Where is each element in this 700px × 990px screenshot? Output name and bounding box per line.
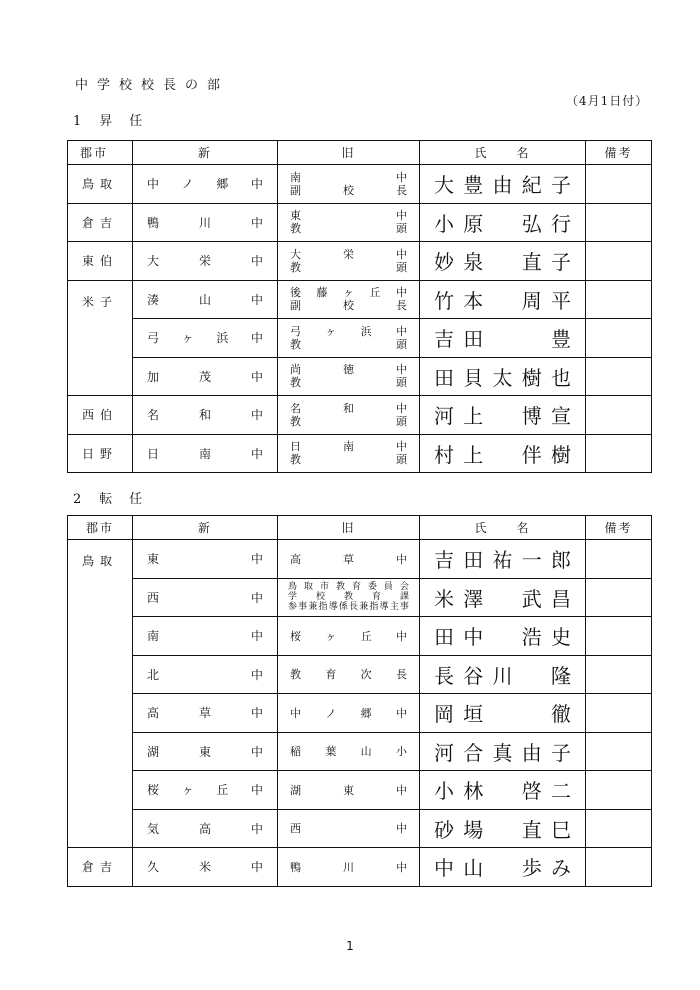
cell-old-position: 大 栄 中 教 頭	[278, 242, 420, 281]
cell-note	[586, 732, 652, 771]
cell-old-position: 後 藤 ヶ 丘 中 副 校 長	[278, 280, 420, 319]
header-note: 備考	[586, 516, 652, 540]
effective-date: （4月1日付）	[566, 94, 649, 108]
cell-person-name: 岡 垣 徹	[420, 694, 586, 733]
document-title: 中学校校長の部	[75, 78, 230, 93]
cell-old-position: 中 ノ 郷 中	[278, 694, 420, 733]
header-new: 新	[133, 516, 278, 540]
section-label: 昇 任	[99, 114, 145, 129]
cell-old-position: 湖 東 中	[278, 771, 420, 810]
cell-new-school: 弓 ヶ 浜 中	[133, 319, 278, 358]
cell-note	[586, 578, 652, 617]
cell-person-name: 河 合 真 由 子	[420, 732, 586, 771]
cell-new-school: 湊 山 中	[133, 280, 278, 319]
cell-gun: 日野	[68, 434, 133, 473]
cell-new-school: 鴨 川 中	[133, 203, 278, 242]
table-row	[68, 319, 652, 358]
table-row	[68, 242, 652, 281]
cell-old-position: 西 中	[278, 809, 420, 848]
cell-old-position: 鳥 取 市 教 育 委 員 会 学 校 教 育 課 参 事 兼 指 導 係 長 兼 指 導 主 事	[278, 578, 420, 617]
cell-person-name: 小 原 弘 行	[420, 203, 586, 242]
table-row	[68, 694, 652, 733]
cell-new-school: 中 ノ 郷 中	[133, 165, 278, 204]
header-new: 新	[133, 141, 278, 165]
table-row	[68, 732, 652, 771]
transfer-table	[67, 515, 652, 887]
cell-old-position: 桜 ヶ 丘 中	[278, 617, 420, 656]
cell-gun: 鳥取	[68, 540, 133, 848]
cell-note	[586, 396, 652, 435]
cell-note	[586, 434, 652, 473]
cell-new-school: 北 中	[133, 655, 278, 694]
cell-person-name: 田 貝 太 樹 也	[420, 357, 586, 396]
cell-new-school: 加 茂 中	[133, 357, 278, 396]
cell-old-position: 教 育 次 長	[278, 655, 420, 694]
cell-old-position: 東 中 教 頭	[278, 203, 420, 242]
table-row	[68, 165, 652, 204]
header-name: 氏 名	[420, 141, 586, 165]
cell-gun: 米子	[68, 280, 133, 396]
cell-person-name: 竹 本 周 平	[420, 280, 586, 319]
cell-person-name: 田 中 浩 史	[420, 617, 586, 656]
cell-note	[586, 540, 652, 579]
table-header-row	[68, 516, 652, 540]
cell-person-name: 中 山 歩 み	[420, 848, 586, 887]
table-row	[68, 396, 652, 435]
cell-note	[586, 809, 652, 848]
cell-old-position: 南 中 副 校 長	[278, 165, 420, 204]
table-row	[68, 617, 652, 656]
cell-note	[586, 242, 652, 281]
cell-new-school: 久 米 中	[133, 848, 278, 887]
cell-person-name: 小 林 啓 二	[420, 771, 586, 810]
cell-person-name: 吉 田 祐 一 郎	[420, 540, 586, 579]
cell-gun: 倉吉	[68, 848, 133, 887]
cell-new-school: 桜 ヶ 丘 中	[133, 771, 278, 810]
table-row	[68, 280, 652, 319]
section-heading-promotion	[73, 110, 160, 129]
cell-person-name: 妙 泉 直 子	[420, 242, 586, 281]
cell-note	[586, 771, 652, 810]
header-note: 備考	[586, 141, 652, 165]
cell-new-school: 高 草 中	[133, 694, 278, 733]
cell-person-name: 吉 田 豊	[420, 319, 586, 358]
cell-note	[586, 848, 652, 887]
cell-gun: 倉吉	[68, 203, 133, 242]
cell-gun: 東伯	[68, 242, 133, 281]
section-label: 転 任	[99, 492, 145, 507]
cell-note	[586, 357, 652, 396]
cell-note	[586, 319, 652, 358]
cell-gun: 西伯	[68, 396, 133, 435]
cell-old-position: 高 草 中	[278, 540, 420, 579]
cell-new-school: 大 栄 中	[133, 242, 278, 281]
cell-new-school: 日 南 中	[133, 434, 278, 473]
cell-person-name: 米 澤 武 昌	[420, 578, 586, 617]
table-row	[68, 578, 652, 617]
cell-note	[586, 655, 652, 694]
table-row	[68, 809, 652, 848]
table-row	[68, 771, 652, 810]
cell-note	[586, 203, 652, 242]
table-header-row	[68, 141, 652, 165]
section-number: 1	[73, 114, 84, 129]
cell-new-school: 西 中	[133, 578, 278, 617]
cell-old-position: 尚 徳 中 教 頭	[278, 357, 420, 396]
header-old: 旧	[278, 516, 420, 540]
header-old: 旧	[278, 141, 420, 165]
cell-note	[586, 280, 652, 319]
cell-note	[586, 165, 652, 204]
table-row	[68, 357, 652, 396]
cell-new-school: 気 高 中	[133, 809, 278, 848]
header-gun: 郡市	[68, 516, 133, 540]
cell-old-position: 弓 ヶ 浜 中 教 頭	[278, 319, 420, 358]
cell-note	[586, 694, 652, 733]
cell-old-position: 鴨 川 中	[278, 848, 420, 887]
section-number: 2	[73, 492, 84, 507]
cell-person-name: 大 豊 由 紀 子	[420, 165, 586, 204]
cell-new-school: 湖 東 中	[133, 732, 278, 771]
cell-old-position: 名 和 中 教 頭	[278, 396, 420, 435]
cell-gun: 鳥取	[68, 165, 133, 204]
table-row	[68, 540, 652, 579]
cell-new-school: 南 中	[133, 617, 278, 656]
header-gun: 郡市	[68, 141, 133, 165]
cell-new-school: 名 和 中	[133, 396, 278, 435]
page-number: 1	[346, 939, 354, 953]
cell-note	[586, 617, 652, 656]
cell-person-name: 長 谷 川 隆	[420, 655, 586, 694]
cell-new-school: 東 中	[133, 540, 278, 579]
table-row	[68, 848, 652, 887]
section-heading-transfer	[73, 488, 160, 507]
cell-old-position: 日 南 中 教 頭	[278, 434, 420, 473]
header-name: 氏 名	[420, 516, 586, 540]
promotion-table	[67, 140, 652, 473]
table-row	[68, 434, 652, 473]
table-row	[68, 655, 652, 694]
cell-person-name: 砂 場 直 巳	[420, 809, 586, 848]
table-row	[68, 203, 652, 242]
cell-person-name: 河 上 博 宣	[420, 396, 586, 435]
cell-old-position: 稲 葉 山 小	[278, 732, 420, 771]
cell-person-name: 村 上 伴 樹	[420, 434, 586, 473]
